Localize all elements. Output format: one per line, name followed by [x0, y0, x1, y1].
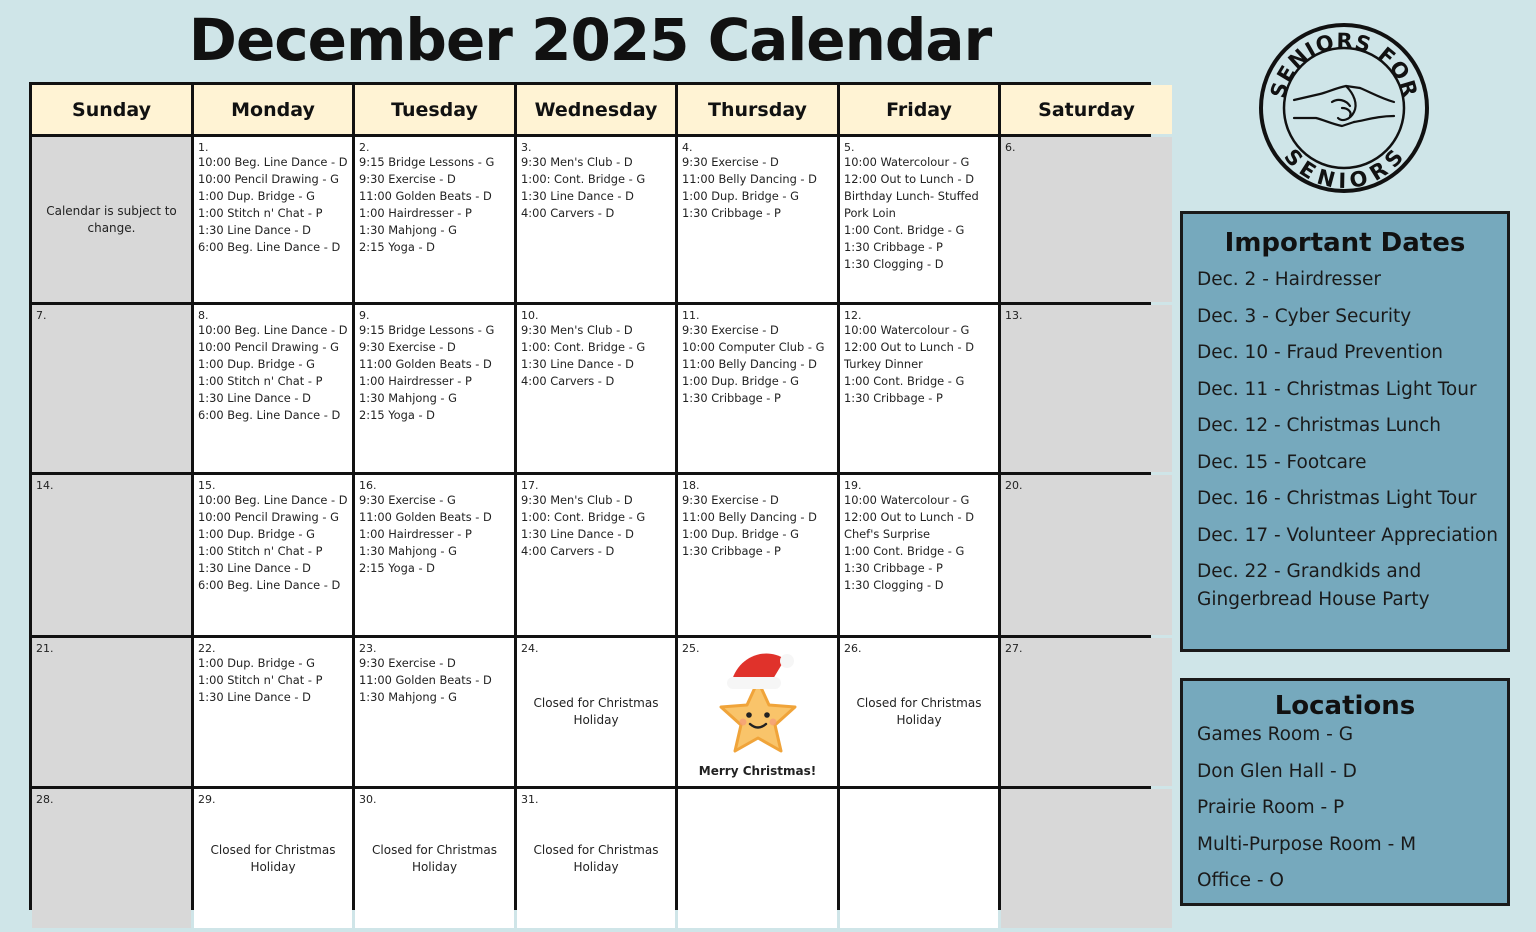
day-cell: [32, 475, 191, 635]
event-item: 10:00 Watercolour - G: [844, 493, 970, 507]
event-item: 1:30 Mahjong - G: [359, 544, 457, 558]
event-item: Turkey Dinner: [844, 357, 923, 371]
day-cell: [1001, 789, 1172, 928]
event-item: 1:30 Cribbage - P: [682, 391, 781, 405]
event-item: 1:30 Clogging - D: [844, 578, 944, 592]
event-item: 4:00 Carvers - D: [521, 544, 615, 558]
day-number: 15.: [198, 479, 216, 492]
calendar-grid: [29, 82, 1151, 910]
day-number: 6.: [1005, 141, 1016, 154]
event-item: 10:00 Beg. Line Dance - D: [198, 493, 348, 507]
important-date-item: Dec. 15 - Footcare: [1197, 451, 1367, 473]
event-item: 1:00 Dup. Bridge - G: [198, 527, 315, 541]
weekday-header: Tuesday: [355, 85, 514, 134]
day-cell: [1001, 475, 1172, 635]
event-item: 1:00 Hairdresser - P: [359, 527, 472, 541]
event-item: 1:00 Hairdresser - P: [359, 206, 472, 220]
day-cell: [517, 305, 675, 472]
day-cell: [840, 638, 998, 786]
event-item: 1:00: Cont. Bridge - G: [521, 172, 646, 186]
event-item: 11:00 Belly Dancing - D: [682, 357, 817, 371]
event-item: 1:30 Mahjong - G: [359, 223, 457, 237]
event-item: 9:30 Men's Club - D: [521, 323, 633, 337]
day-number: 8.: [198, 309, 209, 322]
day-cell: [355, 475, 514, 635]
day-number: 13.: [1005, 309, 1023, 322]
important-dates-title: Important Dates: [1224, 228, 1466, 258]
weekday-header: Friday: [840, 85, 998, 134]
closed-note: Closed for Christmas Holiday: [533, 696, 659, 727]
day-cell: [355, 137, 514, 302]
event-item: 1:30 Line Dance - D: [198, 690, 311, 704]
event-item: 1:00 Cont. Bridge - G: [844, 223, 965, 237]
event-item: 10:00 Computer Club - G: [682, 340, 825, 354]
day-number: 11.: [682, 309, 700, 322]
day-number: 4.: [682, 141, 693, 154]
day-number: 29.: [198, 793, 216, 806]
event-item: 1:30 Cribbage - P: [844, 561, 943, 575]
event-item: 10:00 Watercolour - G: [844, 155, 970, 169]
event-item: 1:30 Cribbage - P: [844, 391, 943, 405]
important-dates-panel: [1180, 211, 1510, 652]
location-item: Don Glen Hall - D: [1197, 760, 1357, 782]
christmas-art: [678, 644, 837, 780]
event-item: 4:00 Carvers - D: [521, 206, 615, 220]
event-item: 9:30 Men's Club - D: [521, 493, 633, 507]
day-number: 14.: [36, 479, 54, 492]
day-number: 30.: [359, 793, 377, 806]
important-date-item: Dec. 12 - Christmas Lunch: [1197, 415, 1442, 436]
day-number: 5.: [844, 141, 855, 154]
day-cell: [678, 789, 837, 928]
event-item: 1:30 Line Dance - D: [198, 391, 311, 405]
christmas-star-icon: [703, 645, 813, 761]
important-date-item: Dec. 10 - Fraud Prevention: [1197, 342, 1444, 363]
day-number: 27.: [1005, 642, 1023, 655]
event-item: 1:00 Dup. Bridge - G: [682, 374, 799, 388]
day-cell: [194, 475, 352, 635]
event-item: 1:00 Dup. Bridge - G: [682, 189, 799, 203]
event-item: 11:00 Golden Beats - D: [359, 673, 492, 687]
event-item: 1:30 Line Dance - D: [521, 189, 634, 203]
event-item: 1:30 Line Dance - D: [198, 223, 311, 237]
day-cell: [840, 789, 998, 928]
location-item: Prairie Room - P: [1197, 797, 1345, 818]
svg-text:SENIORS FOR: SENIORS FOR: [1265, 28, 1423, 101]
weekday-header: Saturday: [1001, 85, 1172, 134]
day-cell: [355, 305, 514, 472]
important-date-item: Dec. 11 - Christmas Light Tour: [1197, 378, 1477, 400]
svg-text:SENIORS: SENIORS: [1279, 144, 1409, 194]
event-item: 1:00 Dup. Bridge - G: [198, 656, 315, 670]
day-number: 2.: [359, 141, 370, 154]
day-cell: [517, 475, 675, 635]
day-cell: [1001, 305, 1172, 472]
event-item: 6:00 Beg. Line Dance - D: [198, 578, 341, 592]
day-cell: [194, 638, 352, 786]
day-number: 3.: [521, 141, 532, 154]
event-item: 1:30 Line Dance - D: [521, 527, 634, 541]
event-item: 9:30 Exercise - D: [682, 323, 779, 337]
event-item: 1:30 Line Dance - D: [521, 357, 634, 371]
event-item: 11:00 Golden Beats - D: [359, 357, 492, 371]
day-number: 23.: [359, 642, 377, 655]
event-item: 1:00: Cont. Bridge - G: [521, 340, 646, 354]
event-item: 10:00 Beg. Line Dance - D: [198, 155, 348, 169]
day-number: 7.: [36, 309, 47, 322]
seniors-for-seniors-logo: [1258, 22, 1430, 194]
day-number: 28.: [36, 793, 54, 806]
day-cell: [355, 789, 514, 928]
day-number: 1.: [198, 141, 209, 154]
day-cell: [517, 789, 675, 928]
event-item: 1:00 Stitch n' Chat - P: [198, 544, 323, 558]
closed-note: Closed for Christmas Holiday: [856, 696, 982, 727]
event-item: Birthday Lunch- Stuffed Pork Loin: [844, 189, 979, 220]
day-cell: [678, 305, 837, 472]
day-cell: [678, 638, 837, 786]
event-item: 4:00 Carvers - D: [521, 374, 615, 388]
event-item: 10:00 Watercolour - G: [844, 323, 970, 337]
event-item: 1:00 Stitch n' Chat - P: [198, 374, 323, 388]
event-item: 1:30 Cribbage - P: [682, 206, 781, 220]
event-item: 1:00 Dup. Bridge - G: [682, 527, 799, 541]
event-item: 9:30 Exercise - D: [359, 656, 456, 670]
locations-list: [1183, 721, 1507, 895]
event-item: 9:30 Exercise - D: [682, 155, 779, 169]
closed-note: Closed for Christmas Holiday: [533, 842, 659, 874]
location-item: Multi-Purpose Room - M: [1197, 833, 1417, 855]
event-item: 6:00 Beg. Line Dance - D: [198, 240, 341, 254]
calendar-title: December 2025 Calendar: [188, 6, 992, 74]
event-item: 1:30 Mahjong - G: [359, 690, 457, 704]
day-number: 17.: [521, 479, 539, 492]
event-item: 10:00 Pencil Drawing - G: [198, 172, 339, 186]
day-cell: [32, 638, 191, 786]
event-item: 10:00 Beg. Line Dance - D: [198, 323, 348, 337]
important-date-item: Dec. 22 - Grandkids and Gingerbread House Party: [1197, 561, 1430, 610]
day-number: 16.: [359, 479, 377, 492]
day-number: 19.: [844, 479, 862, 492]
event-item: 1:30 Clogging - D: [844, 257, 944, 271]
event-item: 1:30 Cribbage - P: [844, 240, 943, 254]
event-item: 2:15 Yoga - D: [359, 408, 435, 422]
day-cell: [840, 305, 998, 472]
event-item: 12:00 Out to Lunch - D: [844, 340, 974, 354]
locations-panel: [1180, 678, 1510, 906]
day-number: 10.: [521, 309, 539, 322]
event-item: 1:30 Mahjong - G: [359, 391, 457, 405]
event-item: 10:00 Pencil Drawing - G: [198, 510, 339, 524]
event-item: 6:00 Beg. Line Dance - D: [198, 408, 341, 422]
day-number: 25.: [682, 642, 700, 655]
important-date-item: Dec. 16 - Christmas Light Tour: [1197, 488, 1477, 509]
day-cell: [194, 305, 352, 472]
closed-note: Closed for Christmas Holiday: [372, 842, 497, 874]
event-item: 9:30 Men's Club - D: [521, 155, 633, 169]
event-item: 2:15 Yoga - D: [359, 240, 435, 254]
event-item: 12:00 Out to Lunch - D: [844, 172, 974, 186]
event-item: 9:30 Exercise - D: [359, 340, 456, 354]
important-dates-list: [1183, 266, 1507, 614]
day-number: 9.: [359, 309, 370, 322]
event-item: 9:15 Bridge Lessons - G: [359, 323, 495, 337]
day-number: 20.: [1005, 479, 1023, 492]
day-cell: [517, 638, 675, 786]
day-cell: [678, 137, 837, 302]
event-item: 11:00 Golden Beats - D: [359, 189, 492, 203]
weekday-header: Thursday: [678, 85, 837, 134]
event-item: 9:15 Bridge Lessons - G: [359, 155, 495, 169]
day-cell: [517, 137, 675, 302]
event-item: 9:30 Exercise - D: [682, 493, 779, 507]
event-item: 1:00: Cont. Bridge - G: [521, 510, 646, 524]
weekday-header: Sunday: [32, 85, 191, 134]
event-item: 1:00 Dup. Bridge - G: [198, 357, 315, 371]
day-cell: [32, 789, 191, 928]
day-number: 31.: [521, 793, 539, 806]
day-number: 26.: [844, 642, 862, 655]
day-cell: [678, 475, 837, 635]
day-cell: [194, 137, 352, 302]
locations-title: Locations: [1274, 691, 1416, 721]
event-item: 2:15 Yoga - D: [359, 561, 435, 575]
day-cell: [840, 137, 998, 302]
event-item: 1:30 Line Dance - D: [198, 561, 311, 575]
day-cell: [1001, 638, 1172, 786]
calendar-note: Calendar is subject to change.: [46, 203, 177, 235]
important-date-item: Dec. 2 - Hairdresser: [1197, 269, 1382, 290]
day-cell: [1001, 137, 1172, 302]
event-item: Chef's Surprise: [844, 527, 931, 541]
event-item: 11:00 Belly Dancing - D: [682, 172, 817, 186]
day-number: 24.: [521, 642, 539, 655]
weekday-header: Monday: [194, 85, 352, 134]
day-number: 18.: [682, 479, 700, 492]
event-item: 10:00 Pencil Drawing - G: [198, 340, 339, 354]
event-item: 1:00 Stitch n' Chat - P: [198, 206, 323, 220]
day-number: 12.: [844, 309, 862, 322]
event-item: 1:00 Stitch n' Chat - P: [198, 673, 323, 687]
event-item: 12:00 Out to Lunch - D: [844, 510, 974, 524]
event-item: 1:00 Hairdresser - P: [359, 374, 472, 388]
event-item: 11:00 Golden Beats - D: [359, 510, 492, 524]
day-cell: [355, 638, 514, 786]
important-date-item: Dec. 17 - Volunteer Appreciation: [1197, 524, 1498, 546]
day-cell: [194, 789, 352, 928]
event-item: 1:00 Cont. Bridge - G: [844, 544, 965, 558]
day-number: 21.: [36, 642, 54, 655]
merry-christmas-label: Merry Christmas!: [698, 763, 817, 778]
location-item: Games Room - G: [1197, 724, 1354, 745]
event-item: 11:00 Belly Dancing - D: [682, 510, 817, 524]
event-item: 1:00 Cont. Bridge - G: [844, 374, 965, 388]
important-date-item: Dec. 3 - Cyber Security: [1197, 305, 1412, 327]
weekday-header: Wednesday: [517, 85, 675, 134]
day-cell: [32, 137, 191, 302]
closed-note: Closed for Christmas Holiday: [210, 842, 336, 874]
day-cell: [840, 475, 998, 635]
event-item: 9:30 Exercise - G: [359, 493, 456, 507]
day-number: 22.: [198, 642, 216, 655]
event-item: 9:30 Exercise - D: [359, 172, 456, 186]
event-item: 1:00 Dup. Bridge - G: [198, 189, 315, 203]
location-item: Office - O: [1197, 870, 1284, 891]
event-item: 1:30 Cribbage - P: [682, 544, 781, 558]
day-cell: [32, 305, 191, 472]
